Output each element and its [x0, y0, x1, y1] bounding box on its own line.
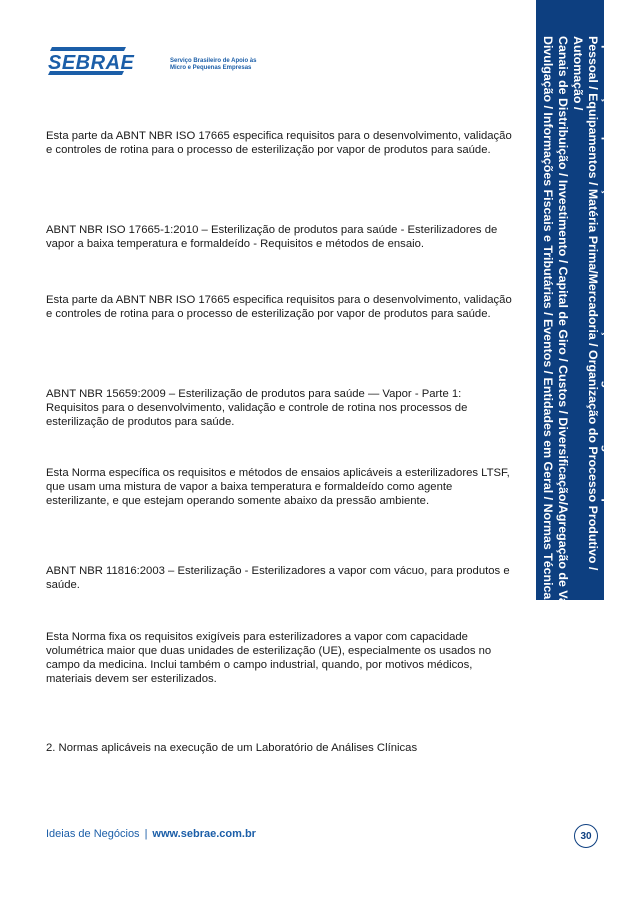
sebrae-logo — [46, 45, 257, 85]
paragraph: Esta Norma fixa os requisitos exigíveis para esterilizadores a vapor com capacidade volumétrica maior que duas unidades de esterilização (UE), especialmente os usados no campo da medicina. Inclui também o campo industrial, quando, por motivos médicos, materiais devem ser esterilizados. — [46, 631, 492, 685]
sidebar-line: Canais de Distribuição / Investimento / Capital de Giro / Custos / Diversificação/Agregação de Valor / — [556, 36, 570, 628]
paragraph: Esta parte da ABNT NBR ISO 17665 especifica requisitos para o desenvolvimento, validação e controles de rotina para o processo de esterilização por vapor de produtos para saúde. — [46, 130, 512, 156]
paragraph: ABNT NBR ISO 17665-1:2010 – Esterilização de produtos para saúde - Esterilizadores de vapor a baixa temperatura e formaldeído - Requisitos e métodos de ensaio. — [46, 224, 498, 250]
section-heading: 2. Normas aplicáveis na execução de um Laboratório de Análises Clínicas — [46, 742, 418, 754]
logo-wordmark: SEBRAE — [48, 52, 135, 74]
sidebar-line: Pessoal / Equipamentos / Matéria Prima/Mercadoria / Organização do Processo Produtivo / Automação / — [571, 36, 600, 571]
logo-subtitle-line-1: Serviço Brasileiro de Apoio às — [170, 58, 257, 64]
page-number: 30 — [574, 824, 598, 848]
sebrae-logo-mark — [46, 45, 166, 77]
section-navigation — [540, 36, 615, 636]
paragraph: Esta Norma específica os requisitos e métodos de ensaios aplicáveis a esterilizadores LTSF, que usam uma mistura de vapor a baixa temperatura e formaldeído como agente esterilizante, e que estejam operando somente abaixo da pressão ambiente. — [46, 467, 510, 507]
paragraph: ABNT NBR 15659:2009 – Esterilização de produtos para saúde — Vapor - Parte 1: Requisitos para o desenvolvimento, validação e controle de rotina nos processos de esterilização de produtos para saúde. — [46, 388, 468, 428]
footer-url-link[interactable]: www.sebrae.com.br — [152, 828, 256, 840]
footer-separator: | — [144, 828, 148, 840]
sidebar-line: Apresentação / Apresentação / Mercado / Localização / Exigências Legais e Específicas / Estrutura/ — [601, 36, 615, 621]
logo-subtitle — [170, 58, 280, 72]
logo-subtitle-line-2: Micro e Pequenas Empresas — [170, 65, 252, 71]
paragraph: Esta parte da ABNT NBR ISO 17665 especifica requisitos para o desenvolvimento, validação e controles de rotina para o processo de esterilização por vapor de produtos para saúde. — [46, 294, 512, 320]
footer — [46, 828, 256, 840]
sidebar-line: Divulgação / Informações Fiscais e Tributárias / Eventos / Entidades em Geral / Normas Técnicas — [541, 36, 555, 607]
footer-label: Ideias de Negócios — [46, 828, 140, 840]
paragraph: ABNT NBR 11816:2003 – Esterilização - Esterilizadores a vapor com vácuo, para produtos e saúde. — [46, 565, 510, 591]
